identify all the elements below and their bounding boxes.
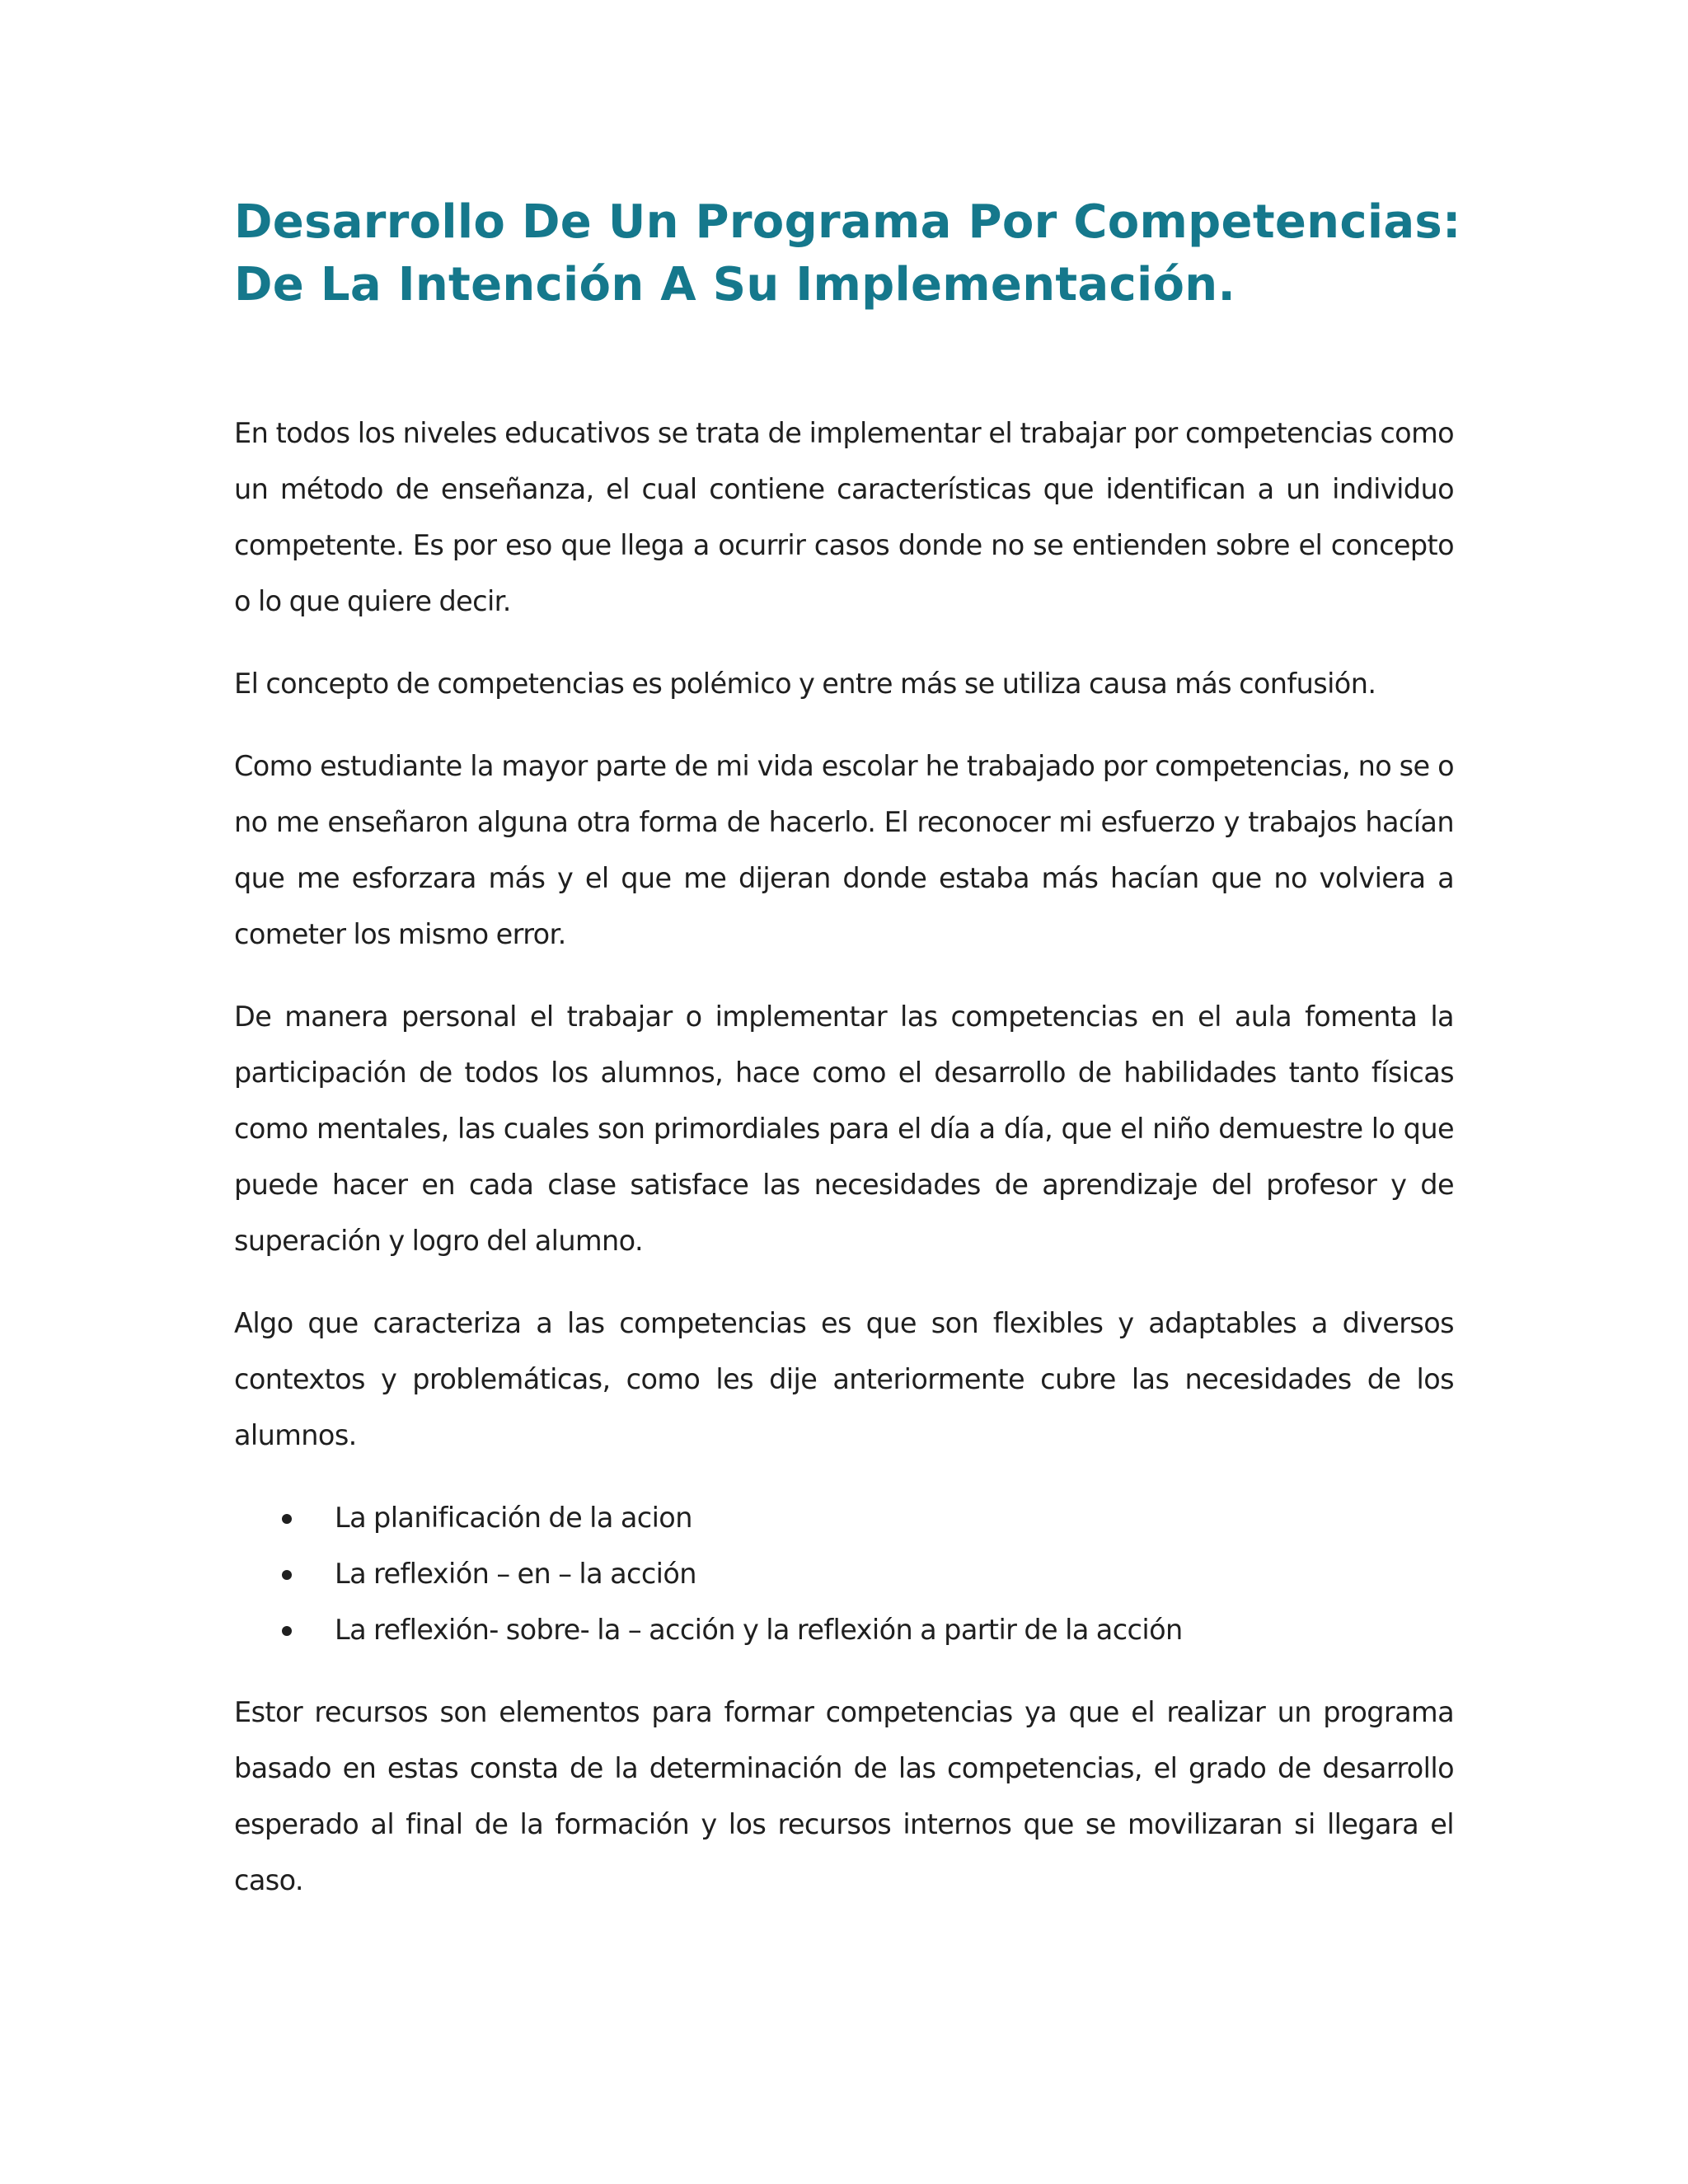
paragraph-1: En todos los niveles educativos se trata de implementar el trabajar por competencias como un método de enseñanza, el cual contiene características que identifican a un individuo competente. Es por eso que llega a ocurrir casos donde no se entienden sobre el concepto o lo que quiere decir. (234, 417, 1454, 617)
title-line-2: De La Intención A Su Implementación. (234, 258, 1236, 312)
document-body (234, 405, 1454, 1909)
title-line-1: Desarrollo De Un Programa Por Competencias: (234, 195, 1461, 249)
paragraph-2: El concepto de competencias es polémico y entre más se utiliza causa más confusión. (234, 668, 1376, 700)
closing-paragraph: Estor recursos son elementos para formar competencias ya que el realizar un programa basado en estas consta de la determinación de las competencias, el grado de desarrollo esperado al final de la formación y los recursos internos que se movilizaran si llegara el caso. (234, 1696, 1454, 1896)
bullet-item (234, 1546, 1454, 1602)
document-title (234, 191, 1461, 316)
paragraph-5: Algo que caracteriza a las competencias es que son flexibles y adaptables a diversos contextos y problemáticas, como les dije anteriormente cubre las necesidades de los alumnos. (234, 1307, 1454, 1451)
paragraph-3: Como estudiante la mayor parte de mi vida escolar he trabajado por competencias, no se o no me enseñaron alguna otra forma de hacerlo. El reconocer mi esfuerzo y trabajos hacían que me esforzara más y el que me dijeran donde estaba más hacían que no volviera a cometer los mismo error. (234, 750, 1454, 950)
bullet-item-text: La reflexión – en – la acción (335, 1558, 696, 1590)
bullet-item (234, 1490, 1454, 1546)
bullet-item-text: La reflexión- sobre- la – acción y la reflexión a partir de la acción (335, 1614, 1183, 1646)
bullet-list (234, 1490, 1454, 1658)
bullet-icon (282, 1514, 292, 1524)
document-content (234, 191, 1461, 1935)
bullet-icon (282, 1570, 292, 1580)
bullet-item (234, 1602, 1454, 1658)
bullet-icon (282, 1626, 292, 1636)
bullet-item-text: La planificación de la acion (335, 1502, 692, 1534)
paragraph-4: De manera personal el trabajar o implementar las competencias en el aula fomenta la participación de todos los alumnos, hace como el desarrollo de habilidades tanto físicas como mentales, las cuales son primordiales para el día a día, que el niño demuestre lo que puede hacer en cada clase satisface las necesidades de aprendizaje del profesor y de superación y logro del alumno. (234, 1001, 1454, 1257)
